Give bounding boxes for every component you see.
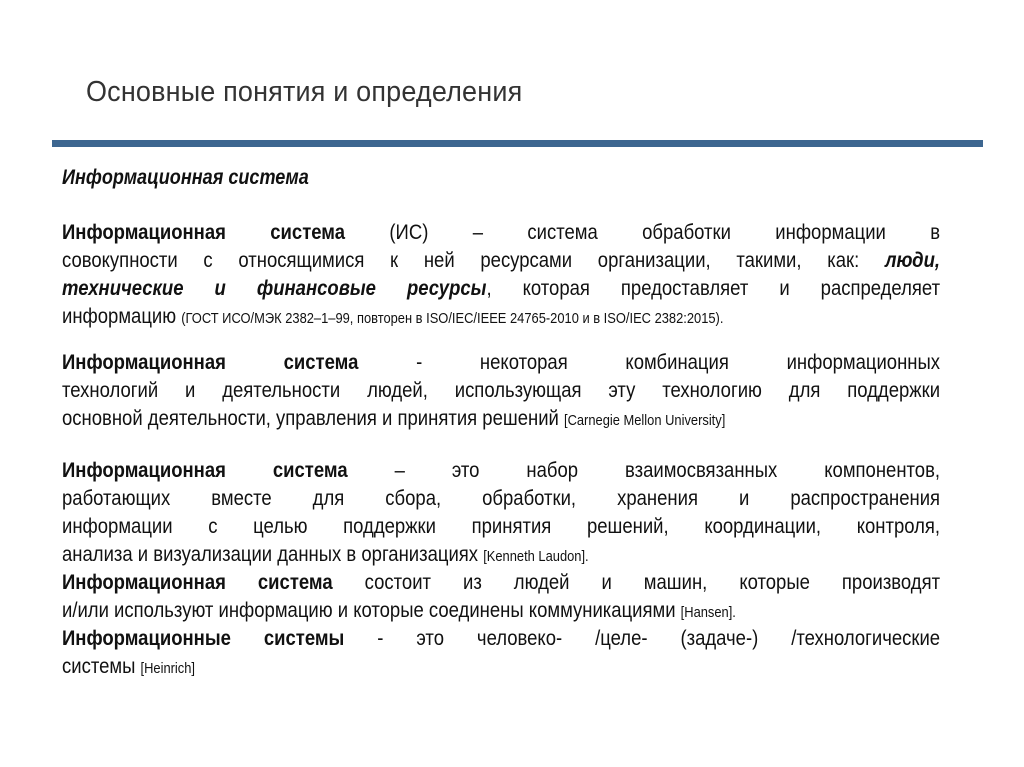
text-line [62, 596, 940, 624]
text-segment: и/или используют информацию и которые соединены коммуникациями [62, 598, 681, 622]
text-segment: - некоторая комбинация информационных [358, 350, 941, 374]
text-line [62, 404, 940, 432]
section-heading: Информационная система [62, 166, 309, 189]
text-segment: - это человеко- /целе- (задаче-) /технологические [344, 626, 941, 650]
slide-title: Основные понятия и определения [86, 76, 523, 108]
definition-paragraph [62, 568, 940, 624]
text-line [62, 246, 940, 274]
text-segment: Информационная система [62, 458, 348, 482]
text-line [62, 540, 940, 568]
text-line [62, 624, 940, 652]
definition-paragraph [62, 456, 940, 568]
text-segment: системы [62, 654, 141, 678]
text-line [62, 512, 940, 540]
citation: (ГОСТ ИСО/МЭК 2382–1–99, повторен в ISO/IEC/IEEE 24765-2010 и в ISO/IEC 2382:2015). [181, 310, 724, 327]
text-line [62, 274, 940, 302]
title-divider [52, 140, 983, 147]
citation: [Kenneth Laudon]. [483, 548, 589, 565]
text-segment: совокупности с относящимися к ней ресурсами организации, такими, как: [62, 248, 885, 272]
text-line [62, 568, 940, 596]
text-segment: информацию [62, 304, 182, 328]
text-segment: основной деятельности, управления и принятия решений [62, 406, 564, 430]
text-line [62, 484, 940, 512]
text-line [62, 218, 940, 246]
text-segment: Информационные системы [62, 626, 345, 650]
text-segment: Информационная система [62, 350, 359, 374]
text-segment: , которая предоставляет и распределяет [486, 276, 941, 300]
definition-paragraph [62, 348, 940, 432]
text-segment: – это набор взаимосвязанных компонентов, [347, 458, 941, 482]
citation: [Carnegie Mellon University] [563, 412, 726, 429]
text-segment: (ИС) – система обработки информации в [345, 220, 941, 244]
text-line [62, 302, 940, 330]
text-line [62, 376, 940, 404]
text-segment: информации с целью поддержки принятия решений, координации, контроля, [62, 514, 941, 538]
text-segment: работающих вместе для сбора, обработки, хранения и распространения [62, 486, 941, 510]
citation: [Hansen]. [680, 604, 736, 621]
text-segment: технические и финансовые ресурсы [62, 276, 487, 300]
text-segment: Информационная система [62, 570, 333, 594]
text-segment: технологий и деятельности людей, использующая эту технологию для поддержки [62, 378, 941, 402]
citation: [Heinrich] [140, 660, 195, 677]
definition-paragraph [62, 218, 940, 330]
text-line [62, 456, 940, 484]
text-segment: анализа и визуализации данных в организациях [62, 542, 484, 566]
text-line [62, 348, 940, 376]
text-segment: Информационная система [62, 220, 346, 244]
text-segment: состоит из людей и машин, которые производят [332, 570, 941, 594]
text-segment: люди, [884, 248, 941, 272]
text-line [62, 652, 940, 680]
definition-paragraph [62, 624, 940, 680]
